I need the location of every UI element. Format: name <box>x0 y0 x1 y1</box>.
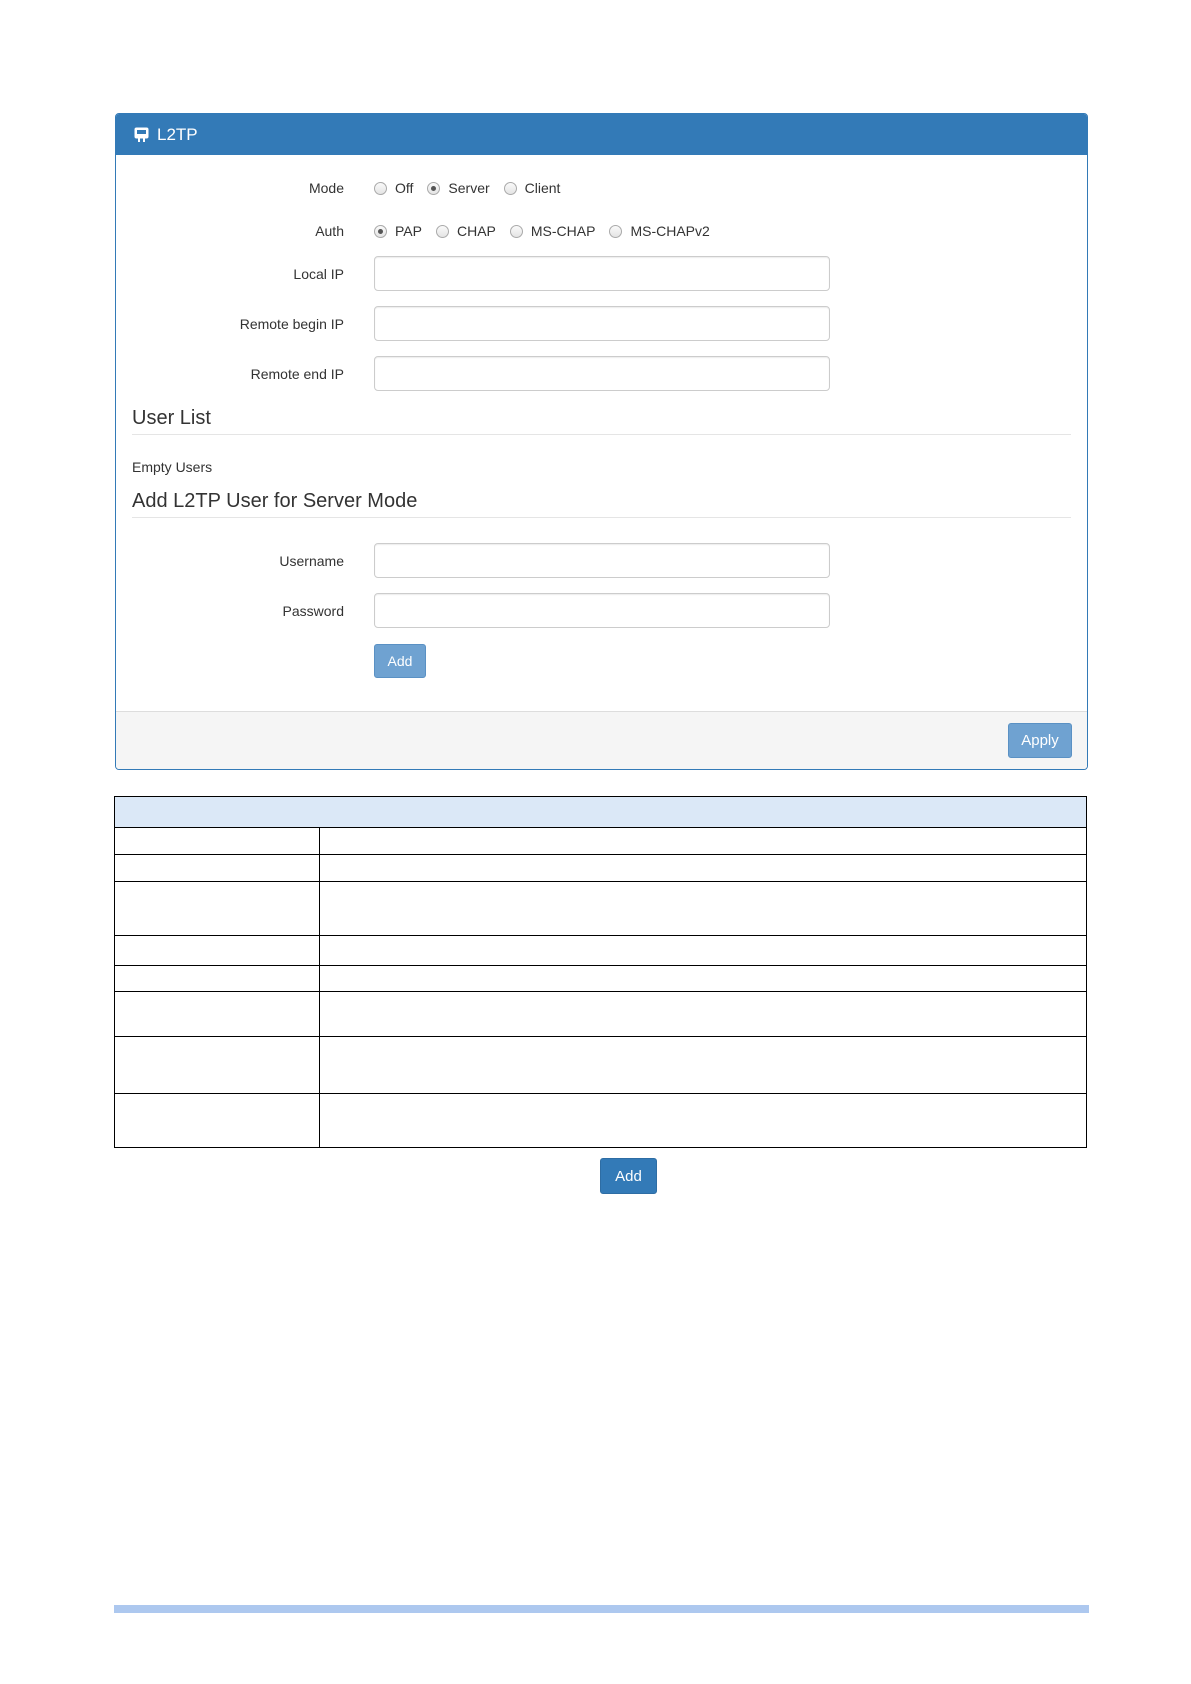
description-table <box>114 796 1087 1148</box>
add-user-button[interactable]: Add <box>374 644 426 678</box>
password-label: Password <box>282 602 344 619</box>
panel-title: L2TP <box>157 124 198 144</box>
mode-radio-client[interactable]: Client <box>504 180 561 196</box>
username-label: Username <box>279 552 344 569</box>
table-row <box>115 1037 1087 1094</box>
auth-radio-ms-chap[interactable]: MS-CHAP <box>510 223 596 239</box>
mode-row <box>116 175 1087 201</box>
mode-label: Mode <box>308 180 344 196</box>
remote-end-ip-label: Remote end IP <box>250 365 344 382</box>
local-ip-row <box>116 256 1087 291</box>
l2tp-panel <box>115 113 1088 770</box>
table-row <box>115 882 1087 936</box>
auth-radio-chap[interactable]: CHAP <box>436 223 496 239</box>
remote-begin-ip-input[interactable] <box>374 306 830 341</box>
auth-label: Auth <box>315 223 344 239</box>
table-row <box>115 828 1087 855</box>
mode-radio-server[interactable]: Server <box>427 180 489 196</box>
remote-begin-ip-label: Remote begin IP <box>239 315 344 332</box>
add-button[interactable]: Add <box>600 1158 657 1194</box>
table-row <box>115 966 1087 992</box>
mode-radio-off[interactable]: Off <box>374 180 413 196</box>
local-ip-label: Local IP <box>293 265 344 282</box>
page-footer-bar <box>114 1605 1089 1613</box>
table-row <box>115 1094 1087 1148</box>
remote-begin-ip-row <box>116 306 1087 341</box>
apply-button[interactable]: Apply <box>1008 723 1072 758</box>
password-input[interactable] <box>374 593 830 628</box>
auth-radio-pap[interactable]: PAP <box>374 223 422 239</box>
remote-end-ip-input[interactable] <box>374 356 830 391</box>
add-user-button-row <box>116 643 1087 678</box>
user-list-title: User List <box>132 407 1071 435</box>
table-row <box>115 936 1087 966</box>
panel-body <box>116 155 1087 712</box>
remote-end-ip-row <box>116 356 1087 391</box>
panel-footer <box>116 711 1087 769</box>
password-row <box>116 593 1087 628</box>
local-ip-input[interactable] <box>374 256 830 291</box>
ethernet-port-icon <box>134 127 149 143</box>
auth-radio-ms-chapv2[interactable]: MS-CHAPv2 <box>609 223 709 239</box>
table-row <box>115 992 1087 1037</box>
username-row <box>116 543 1087 578</box>
table-header-row <box>115 797 1087 828</box>
username-input[interactable] <box>374 543 830 578</box>
table-row <box>115 855 1087 882</box>
auth-row <box>116 218 1087 244</box>
add-user-title: Add L2TP User for Server Mode <box>132 490 1071 518</box>
panel-heading <box>116 114 1087 155</box>
empty-users-text: Empty Users <box>132 459 213 475</box>
